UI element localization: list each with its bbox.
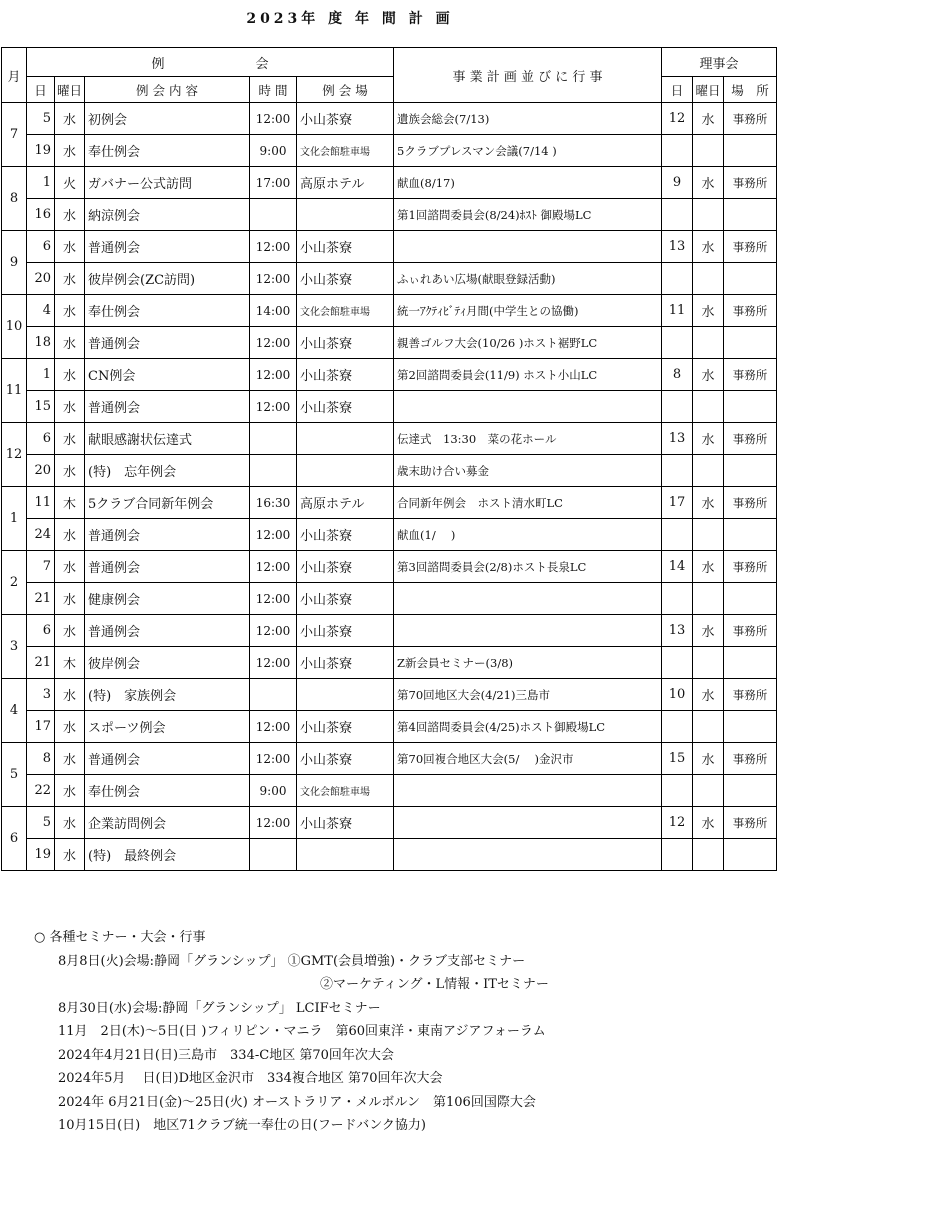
table-row — [2, 231, 777, 263]
footer-line: 10月15日(日) 地区71クラブ統一奉仕の日(フードバンク協力) — [58, 1118, 427, 1133]
cell-day: 16 — [27, 199, 55, 231]
footer-heading: ○ 各種セミナー・大会・行事 — [34, 930, 206, 945]
header-content: 例 会 内 容 — [85, 77, 250, 103]
cell-day: 3 — [27, 679, 55, 711]
cell-event: Z新会員セミナー(3/8) — [394, 647, 662, 679]
cell-time — [250, 199, 297, 231]
header-jigyo: 事 業 計 画 並 び に 行 事 — [394, 48, 662, 103]
cell-month: 4 — [2, 679, 27, 743]
cell-content: 初例会 — [85, 103, 250, 135]
cell-time: 12:00 — [250, 807, 297, 839]
footer-line: 2024年 6月21日(金)～25日(火) オーストラリア・メルボルン 第106回国際大会 — [58, 1094, 536, 1110]
cell-content: 奉仕例会 — [85, 135, 250, 167]
header-reikai: 例 会 — [27, 48, 394, 77]
cell-r-weekday: 水 — [693, 807, 724, 839]
cell-r-day — [662, 711, 693, 743]
cell-content: 5クラブ合同新年例会 — [85, 487, 250, 519]
cell-venue: 小山茶寮 — [297, 519, 394, 551]
cell-content: (特) 忘年例会 — [85, 455, 250, 487]
cell-r-weekday: 水 — [693, 743, 724, 775]
cell-r-weekday: 水 — [693, 103, 724, 135]
cell-event — [394, 231, 662, 263]
cell-content: 普通例会 — [85, 391, 250, 423]
table-row — [2, 551, 777, 583]
plan-body — [2, 103, 777, 871]
cell-venue — [297, 455, 394, 487]
cell-r-day: 13 — [662, 423, 693, 455]
footer-line: 2024年4月21日(日)三島市 334-C地区 第70回年次大会 — [58, 1047, 394, 1063]
cell-content: 奉仕例会 — [85, 775, 250, 807]
header-r-place: 場 所 — [724, 77, 777, 103]
cell-event: ふぃれあい広場(献眼登録活動) — [394, 263, 662, 295]
cell-event — [394, 391, 662, 423]
cell-venue: 文化会館駐車場 — [297, 775, 394, 807]
cell-r-place: 事務所 — [724, 743, 777, 775]
cell-r-place — [724, 391, 777, 423]
cell-weekday: 水 — [55, 551, 85, 583]
cell-content: ガバナー公式訪問 — [85, 167, 250, 199]
cell-r-day: 15 — [662, 743, 693, 775]
cell-time: 12:00 — [250, 103, 297, 135]
cell-r-place — [724, 199, 777, 231]
cell-r-day: 9 — [662, 167, 693, 199]
cell-event: 伝達式 13:30 菜の花ホール — [394, 423, 662, 455]
cell-day: 21 — [27, 647, 55, 679]
table-row — [2, 359, 777, 391]
cell-r-place: 事務所 — [724, 423, 777, 455]
cell-month: 12 — [2, 423, 27, 487]
cell-r-place: 事務所 — [724, 551, 777, 583]
cell-time: 9:00 — [250, 775, 297, 807]
cell-r-place: 事務所 — [724, 679, 777, 711]
cell-day: 19 — [27, 839, 55, 871]
cell-r-weekday: 水 — [693, 295, 724, 327]
cell-weekday: 水 — [55, 327, 85, 359]
cell-r-day — [662, 327, 693, 359]
cell-month: 5 — [2, 743, 27, 807]
cell-time: 12:00 — [250, 711, 297, 743]
page-title: 2023年 度 年 間 計 画 — [246, 11, 454, 27]
cell-r-place — [724, 135, 777, 167]
cell-r-place — [724, 455, 777, 487]
table-row — [2, 679, 777, 711]
cell-weekday: 水 — [55, 455, 85, 487]
cell-weekday: 水 — [55, 295, 85, 327]
cell-content: 彼岸例会 — [85, 647, 250, 679]
footer-line: 11月 2日(木)～5日(日 )フィリピン・マニラ 第60回東洋・東南アジアフォーラム — [58, 1024, 546, 1039]
cell-r-weekday — [693, 519, 724, 551]
footer-line: ②マーケティング・L情報・ITセミナー — [320, 977, 549, 992]
cell-venue: 文化会館駐車場 — [297, 135, 394, 167]
cell-content: (特) 家族例会 — [85, 679, 250, 711]
cell-r-place: 事務所 — [724, 615, 777, 647]
cell-r-place — [724, 583, 777, 615]
cell-weekday: 水 — [55, 839, 85, 871]
cell-r-place: 事務所 — [724, 487, 777, 519]
cell-venue: 小山茶寮 — [297, 391, 394, 423]
table-row — [2, 839, 777, 871]
cell-time — [250, 455, 297, 487]
cell-time: 12:00 — [250, 551, 297, 583]
cell-content: 奉仕例会 — [85, 295, 250, 327]
cell-content: 普通例会 — [85, 615, 250, 647]
cell-weekday: 水 — [55, 519, 85, 551]
cell-month: 9 — [2, 231, 27, 295]
cell-weekday: 木 — [55, 487, 85, 519]
cell-day: 17 — [27, 711, 55, 743]
cell-event: 第3回諮問委員会(2/8)ホスト長泉LC — [394, 551, 662, 583]
cell-event: 第1回諮問委員会(8/24)ﾎｽﾄ 御殿場LC — [394, 199, 662, 231]
cell-venue: 高原ホテル — [297, 167, 394, 199]
cell-r-weekday: 水 — [693, 423, 724, 455]
cell-day: 15 — [27, 391, 55, 423]
cell-venue: 文化会館駐車場 — [297, 295, 394, 327]
cell-month: 6 — [2, 807, 27, 871]
cell-content: スポーツ例会 — [85, 711, 250, 743]
cell-event: 献血(1/ ) — [394, 519, 662, 551]
cell-weekday: 水 — [55, 615, 85, 647]
cell-r-place — [724, 519, 777, 551]
cell-day: 20 — [27, 263, 55, 295]
cell-content: 献眼感謝状伝達式 — [85, 423, 250, 455]
cell-weekday: 水 — [55, 423, 85, 455]
cell-time — [250, 839, 297, 871]
cell-r-place: 事務所 — [724, 231, 777, 263]
cell-weekday: 水 — [55, 583, 85, 615]
cell-content: 普通例会 — [85, 327, 250, 359]
cell-r-weekday — [693, 391, 724, 423]
cell-day: 1 — [27, 359, 55, 391]
cell-content: 彼岸例会(ZC訪問) — [85, 263, 250, 295]
cell-day: 22 — [27, 775, 55, 807]
table-row — [2, 743, 777, 775]
cell-day: 1 — [27, 167, 55, 199]
cell-r-weekday — [693, 199, 724, 231]
cell-time: 9:00 — [250, 135, 297, 167]
cell-day: 21 — [27, 583, 55, 615]
cell-event: 第4回諮問委員会(4/25)ホスト御殿場LC — [394, 711, 662, 743]
header-time: 時 間 — [250, 77, 297, 103]
cell-event: 第70回地区大会(4/21)三島市 — [394, 679, 662, 711]
cell-venue: 小山茶寮 — [297, 743, 394, 775]
table-row — [2, 263, 777, 295]
header-r-day: 日 — [662, 77, 693, 103]
cell-event: 第2回諮問委員会(11/9) ホスト小山LC — [394, 359, 662, 391]
table-row — [2, 103, 777, 135]
cell-event: 献血(8/17) — [394, 167, 662, 199]
cell-r-weekday: 水 — [693, 167, 724, 199]
cell-venue: 小山茶寮 — [297, 551, 394, 583]
cell-time: 14:00 — [250, 295, 297, 327]
header-day: 日 — [27, 77, 55, 103]
cell-venue: 小山茶寮 — [297, 615, 394, 647]
cell-month: 11 — [2, 359, 27, 423]
cell-r-weekday — [693, 839, 724, 871]
cell-r-place — [724, 775, 777, 807]
cell-time: 12:00 — [250, 615, 297, 647]
cell-day: 4 — [27, 295, 55, 327]
header-venue: 例 会 場 — [297, 77, 394, 103]
cell-content: (特) 最終例会 — [85, 839, 250, 871]
cell-r-place: 事務所 — [724, 807, 777, 839]
footer-line: 8月30日(水)会場:静岡「グランシップ」 LCIFセミナー — [58, 1000, 381, 1016]
annual-plan-table — [1, 47, 777, 871]
cell-time: 12:00 — [250, 327, 297, 359]
table-row — [2, 327, 777, 359]
cell-day: 5 — [27, 103, 55, 135]
cell-day: 7 — [27, 551, 55, 583]
header-weekday: 曜日 — [55, 77, 85, 103]
cell-r-day: 11 — [662, 295, 693, 327]
cell-time: 17:00 — [250, 167, 297, 199]
table-row — [2, 423, 777, 455]
cell-month: 7 — [2, 103, 27, 167]
footer-line: 8月8日(火)会場:静岡「グランシップ」 ①GMT(会員増強)・クラブ支部セミナー — [58, 953, 526, 969]
cell-month: 3 — [2, 615, 27, 679]
cell-event: 5クラブプレスマン会議(7/14 ) — [394, 135, 662, 167]
table-row — [2, 135, 777, 167]
cell-day: 18 — [27, 327, 55, 359]
cell-weekday: 水 — [55, 807, 85, 839]
cell-time: 12:00 — [250, 231, 297, 263]
cell-content: 普通例会 — [85, 551, 250, 583]
cell-time: 12:00 — [250, 743, 297, 775]
cell-event — [394, 775, 662, 807]
cell-event — [394, 807, 662, 839]
cell-r-day: 12 — [662, 103, 693, 135]
cell-time: 12:00 — [250, 263, 297, 295]
cell-weekday: 水 — [55, 135, 85, 167]
cell-day: 24 — [27, 519, 55, 551]
cell-time: 12:00 — [250, 359, 297, 391]
table-row — [2, 807, 777, 839]
cell-r-weekday — [693, 327, 724, 359]
cell-time: 16:30 — [250, 487, 297, 519]
cell-content: CN例会 — [85, 359, 250, 391]
cell-r-weekday — [693, 583, 724, 615]
cell-r-place: 事務所 — [724, 103, 777, 135]
cell-r-day — [662, 647, 693, 679]
cell-r-weekday: 水 — [693, 551, 724, 583]
cell-venue: 小山茶寮 — [297, 231, 394, 263]
cell-r-day — [662, 199, 693, 231]
cell-weekday: 水 — [55, 679, 85, 711]
cell-r-day: 13 — [662, 615, 693, 647]
cell-r-day: 13 — [662, 231, 693, 263]
cell-weekday: 水 — [55, 391, 85, 423]
cell-r-place — [724, 839, 777, 871]
cell-weekday: 水 — [55, 359, 85, 391]
table-row — [2, 615, 777, 647]
table-row — [2, 167, 777, 199]
cell-venue: 小山茶寮 — [297, 583, 394, 615]
cell-venue: 小山茶寮 — [297, 359, 394, 391]
cell-event: 統一ｱｸﾃｨﾋﾞﾃｨ月間(中学生との協働) — [394, 295, 662, 327]
cell-weekday: 木 — [55, 647, 85, 679]
cell-content: 普通例会 — [85, 519, 250, 551]
cell-content: 普通例会 — [85, 743, 250, 775]
cell-day: 5 — [27, 807, 55, 839]
cell-r-place — [724, 647, 777, 679]
cell-r-day — [662, 135, 693, 167]
cell-time: 12:00 — [250, 391, 297, 423]
cell-event — [394, 583, 662, 615]
table-row — [2, 487, 777, 519]
cell-r-day — [662, 263, 693, 295]
table-row — [2, 455, 777, 487]
cell-r-day — [662, 519, 693, 551]
cell-event: 歳末助け合い募金 — [394, 455, 662, 487]
cell-venue: 小山茶寮 — [297, 647, 394, 679]
cell-venue: 高原ホテル — [297, 487, 394, 519]
cell-r-weekday: 水 — [693, 231, 724, 263]
cell-month: 1 — [2, 487, 27, 551]
cell-time: 12:00 — [250, 647, 297, 679]
cell-r-weekday: 水 — [693, 679, 724, 711]
cell-time: 12:00 — [250, 519, 297, 551]
cell-r-day: 14 — [662, 551, 693, 583]
footer-notes — [34, 926, 549, 1138]
cell-event — [394, 839, 662, 871]
cell-r-day: 12 — [662, 807, 693, 839]
cell-day: 6 — [27, 615, 55, 647]
cell-month: 10 — [2, 295, 27, 359]
cell-weekday: 水 — [55, 263, 85, 295]
cell-venue: 小山茶寮 — [297, 711, 394, 743]
cell-r-day: 17 — [662, 487, 693, 519]
cell-r-day — [662, 583, 693, 615]
table-row — [2, 583, 777, 615]
footer-line: 2024年5月 日(日)D地区金沢市 334複合地区 第70回年次大会 — [58, 1071, 443, 1086]
cell-month: 2 — [2, 551, 27, 615]
cell-venue: 小山茶寮 — [297, 807, 394, 839]
cell-venue — [297, 679, 394, 711]
header-month: 月 — [2, 48, 27, 103]
table-row — [2, 199, 777, 231]
cell-r-weekday — [693, 711, 724, 743]
cell-day: 11 — [27, 487, 55, 519]
cell-venue — [297, 199, 394, 231]
cell-r-weekday — [693, 647, 724, 679]
cell-time — [250, 679, 297, 711]
cell-venue: 小山茶寮 — [297, 263, 394, 295]
cell-r-day — [662, 839, 693, 871]
cell-time: 12:00 — [250, 583, 297, 615]
cell-event: 遺族会総会(7/13) — [394, 103, 662, 135]
cell-day: 6 — [27, 423, 55, 455]
cell-content: 普通例会 — [85, 231, 250, 263]
cell-r-day — [662, 775, 693, 807]
cell-r-weekday: 水 — [693, 487, 724, 519]
cell-r-weekday — [693, 455, 724, 487]
cell-venue: 小山茶寮 — [297, 103, 394, 135]
cell-time — [250, 423, 297, 455]
cell-r-place — [724, 327, 777, 359]
cell-r-day — [662, 391, 693, 423]
cell-weekday: 水 — [55, 775, 85, 807]
cell-r-weekday — [693, 263, 724, 295]
cell-r-day — [662, 455, 693, 487]
cell-r-weekday — [693, 775, 724, 807]
cell-weekday: 火 — [55, 167, 85, 199]
cell-r-place: 事務所 — [724, 359, 777, 391]
cell-r-place: 事務所 — [724, 167, 777, 199]
table-row — [2, 647, 777, 679]
table-row — [2, 775, 777, 807]
cell-day: 6 — [27, 231, 55, 263]
cell-venue — [297, 423, 394, 455]
header-r-weekday: 曜日 — [693, 77, 724, 103]
cell-weekday: 水 — [55, 743, 85, 775]
cell-content: 健康例会 — [85, 583, 250, 615]
cell-content: 企業訪問例会 — [85, 807, 250, 839]
cell-content: 納涼例会 — [85, 199, 250, 231]
cell-weekday: 水 — [55, 103, 85, 135]
cell-r-day: 8 — [662, 359, 693, 391]
cell-event: 第70回複合地区大会(5/ )金沢市 — [394, 743, 662, 775]
cell-r-day: 10 — [662, 679, 693, 711]
cell-venue — [297, 839, 394, 871]
cell-event — [394, 615, 662, 647]
cell-month: 8 — [2, 167, 27, 231]
cell-day: 8 — [27, 743, 55, 775]
cell-weekday: 水 — [55, 199, 85, 231]
table-row — [2, 711, 777, 743]
cell-day: 20 — [27, 455, 55, 487]
cell-event: 合同新年例会 ホスト清水町LC — [394, 487, 662, 519]
cell-r-weekday: 水 — [693, 615, 724, 647]
cell-r-weekday — [693, 135, 724, 167]
cell-weekday: 水 — [55, 711, 85, 743]
cell-r-place: 事務所 — [724, 295, 777, 327]
cell-venue: 小山茶寮 — [297, 327, 394, 359]
cell-r-place — [724, 263, 777, 295]
cell-r-weekday: 水 — [693, 359, 724, 391]
cell-event: 親善ゴルフ大会(10/26 )ホスト裾野LC — [394, 327, 662, 359]
table-row — [2, 295, 777, 327]
cell-r-place — [724, 711, 777, 743]
table-row — [2, 391, 777, 423]
cell-day: 19 — [27, 135, 55, 167]
cell-weekday: 水 — [55, 231, 85, 263]
header-rijikai: 理事会 — [662, 48, 777, 77]
table-row — [2, 519, 777, 551]
